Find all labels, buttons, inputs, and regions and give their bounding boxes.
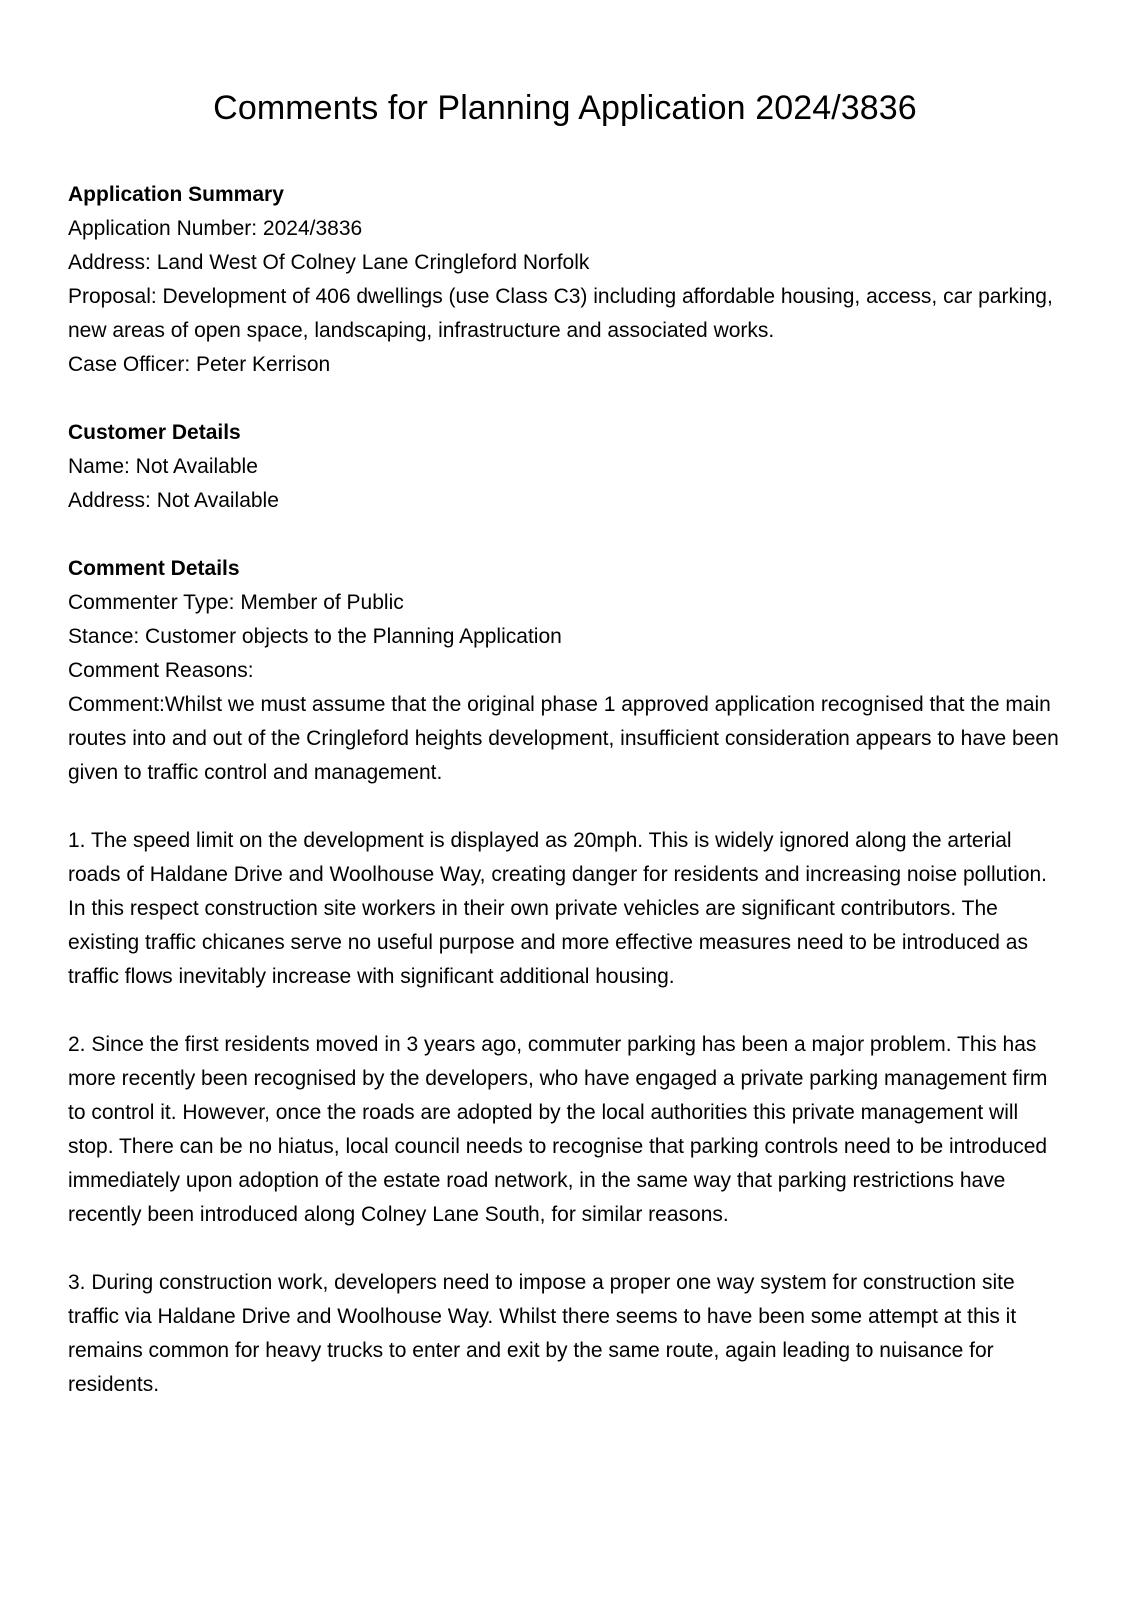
customer-name: Name: Not Available <box>68 455 258 478</box>
comment-details-section <box>68 518 1062 1402</box>
comment-stance: Stance: Customer objects to the Planning Application <box>68 625 562 648</box>
comment-paragraph-1: 1. The speed limit on the development is displayed as 20mph. This is widely ignored along the arterial roads of Haldane Drive and Woolhouse Way, creating danger for residents and increasing noise pollution. In this respect construction site workers in their own private vehicles are significant contributors. The existing traffic chicanes serve no useful purpose and more effective measures need to be introduced as traffic flows inevitably increase with significant additional housing. <box>68 829 1048 988</box>
comment-details-heading: Comment Details <box>68 557 240 580</box>
comment-paragraph-3: 3. During construction work, developers need to impose a proper one way system for construction site traffic via Haldane Drive and Woolhouse Way. Whilst there seems to have been some attempt at this it remains common for heavy trucks to enter and exit by the same route, again leading to nuisance for residents. <box>68 1271 1017 1396</box>
application-proposal: Proposal: Development of 406 dwellings (use Class C3) including affordable housing, access, car parking, new areas of open space, landscaping, infrastructure and associated works. <box>68 285 1053 342</box>
commenter-type: Commenter Type: Member of Public <box>68 591 404 614</box>
comment-paragraph-2: 2. Since the first residents moved in 3 years ago, commuter parking has been a major problem. This has more recently been recognised by the developers, who have engaged a private parking management firm to control it. However, once the roads are adopted by the local authorities this private management will stop. There can be no hiatus, local council needs to recognise that parking controls need to be introduced immediately upon adoption of the estate road network, in the same way that parking restrictions have recently been introduced along Colney Lane South, for similar reasons. <box>68 1033 1048 1226</box>
application-number: Application Number: 2024/3836 <box>68 217 363 240</box>
application-address: Address: Land West Of Colney Lane Cringleford Norfolk <box>68 251 590 274</box>
customer-address: Address: Not Available <box>68 489 279 512</box>
application-summary-heading: Application Summary <box>68 183 284 206</box>
page-title: Comments for Planning Application 2024/3836 <box>213 89 917 127</box>
customer-details-heading: Customer Details <box>68 421 241 444</box>
comment-paragraph-intro: Comment:Whilst we must assume that the original phase 1 approved application recognised that the main routes into and out of the Cringleford heights development, insufficient consideration appears to have been given to traffic control and management. <box>68 693 1059 784</box>
comment-body <box>68 688 1062 1402</box>
application-summary-section <box>68 130 1062 382</box>
case-officer: Case Officer: Peter Kerrison <box>68 353 331 376</box>
customer-details-section <box>68 382 1062 518</box>
comment-reasons: Comment Reasons: <box>68 659 254 682</box>
